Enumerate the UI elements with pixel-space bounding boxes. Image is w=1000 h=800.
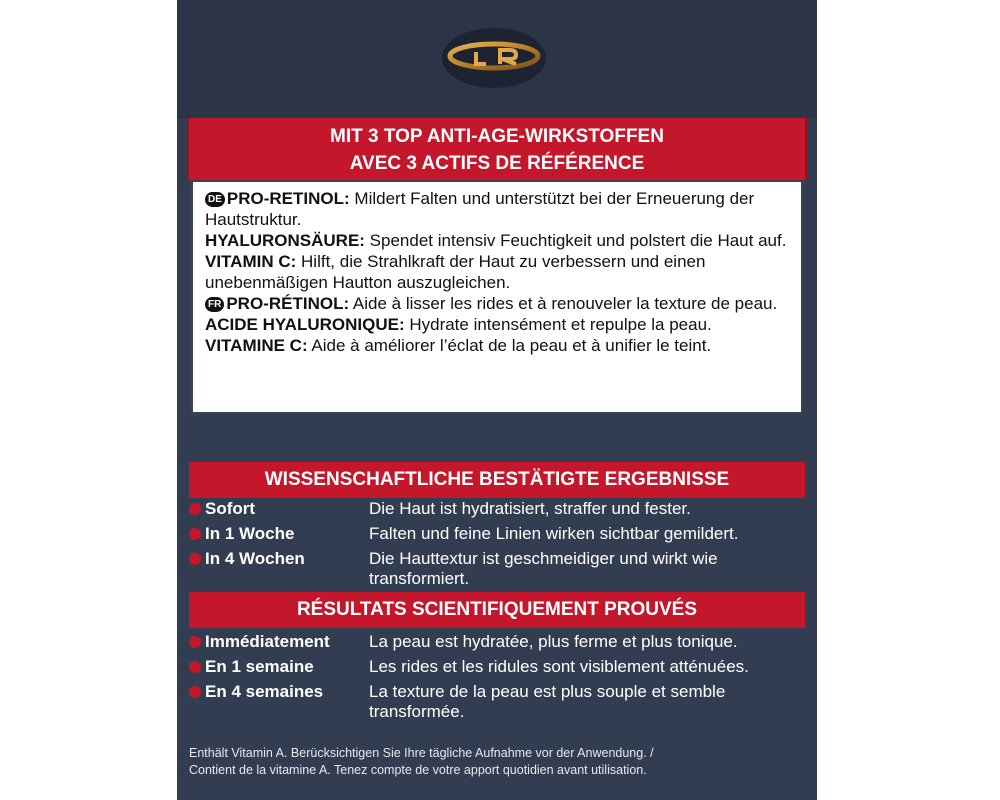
bullet-icon (189, 686, 201, 698)
box-top-face (177, 0, 817, 118)
fr-badge: FR (205, 297, 224, 312)
ingredient-de-3: VITAMIN C: Hilft, die Strahlkraft der Haut zu verbessern und einen unebenmäßigen Hautton auszugleichen. (205, 252, 706, 292)
results-de-banner: WISSENSCHAFTLICHE BESTÄTIGTE ERGEBNISSE (189, 462, 805, 498)
ingredients-panel (191, 180, 803, 414)
bullet-icon (189, 528, 201, 540)
bullet-icon (189, 553, 201, 565)
result-row: In 4 Wochen Die Hauttextur ist geschmeidiger und wirkt wie transformiert. (205, 549, 805, 589)
vitamin-a-disclaimer: Enthält Vitamin A. Berücksichtigen Sie Ihre tägliche Aufnahme vor der Anwendung. / Contient de la vitamine A. Tenez compte de votre apport quotidien avant utilisation. (189, 746, 654, 777)
key-ingredients-banner (187, 118, 807, 180)
ingredient-fr-3: VITAMINE C: Aide à améliorer l’éclat de la peau et à unifier le teint. (205, 336, 712, 355)
results-fr-banner: RÉSULTATS SCIENTIFIQUEMENT PROUVÉS (189, 592, 805, 628)
banner-title-fr: AVEC 3 ACTIFS DE RÉFÉRENCE (349, 153, 645, 174)
bullet-icon (189, 636, 201, 648)
product-box (177, 0, 817, 800)
bullet-icon (189, 661, 201, 673)
bullet-icon (189, 503, 201, 515)
result-row: Sofort Die Haut ist hydratisiert, straffer und fester. (205, 499, 805, 524)
results-fr-list (205, 632, 805, 722)
results-de-list (205, 499, 805, 589)
result-row: En 4 semaines La texture de la peau est plus souple et semble transformée. (205, 682, 805, 722)
ingredient-de-2: HYALURONSÄURE: Spendet intensiv Feuchtigkeit und polstert die Haut auf. (205, 231, 787, 250)
de-badge: DE (205, 192, 225, 207)
result-row: Immédiatement La peau est hydratée, plus ferme et plus tonique. (205, 632, 805, 657)
brand-logo-icon (440, 8, 548, 98)
result-row: En 1 semaine Les rides et les ridules sont visiblement atténuées. (205, 657, 805, 682)
result-row: In 1 Woche Falten und feine Linien wirken sichtbar gemildert. (205, 524, 805, 549)
ingredient-de-1: DE PRO-RETINOL: Mildert Falten und unterstützt bei der Erneuerung der Hautstruktur. (205, 189, 755, 229)
ingredient-fr-2: ACIDE HYALURONIQUE: Hydrate intensément et repulpe la peau. (205, 315, 712, 334)
ingredient-fr-1: FR PRO-RÉTINOL: Aide à lisser les rides et à renouveler la texture de peau. (205, 293, 789, 314)
banner-title-de: MIT 3 TOP ANTI-AGE-WIRKSTOFFEN (330, 126, 664, 147)
